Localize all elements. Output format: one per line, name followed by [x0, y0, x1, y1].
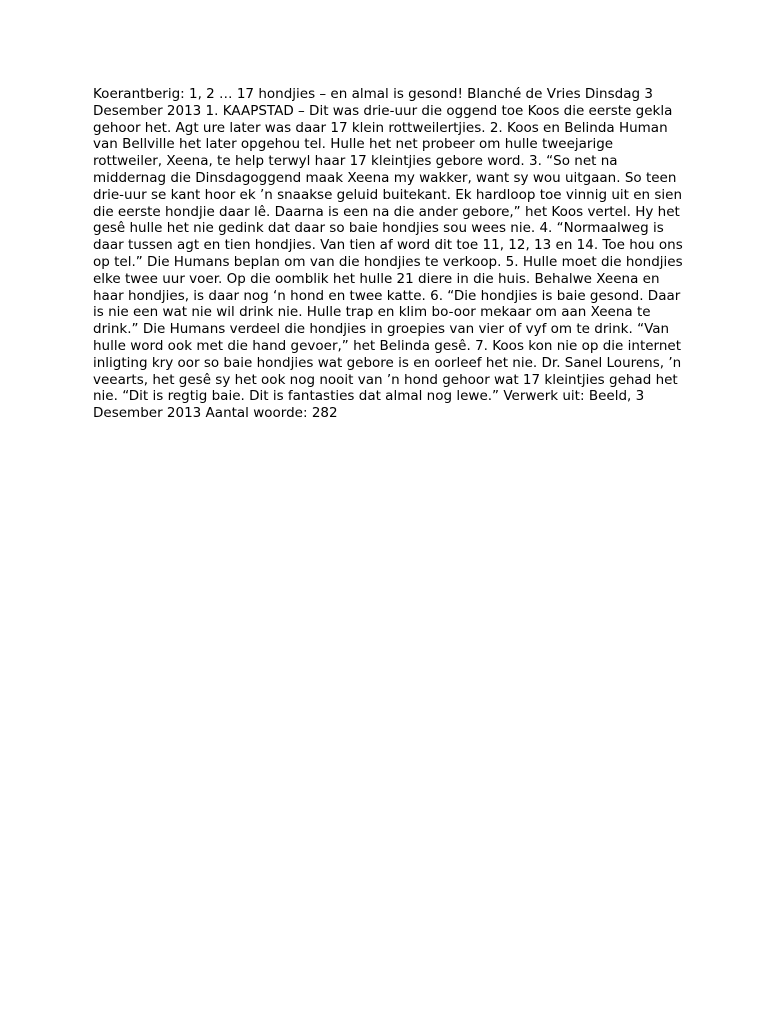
article-text: Koerantberig: 1, 2 … 17 hondjies – en almal is gesond! Blanché de Vries Dinsdag 3 Desember 2013 1. KAAPSTAD – Dit was drie-uur die oggend toe Koos die eerste gekla gehoor het. Agt ure later was daar 17 klein rottweilertjies. 2. Koos en Belinda Human van Bellville het later opgehou tel. Hulle het net probeer om hulle tweejarige rottweiler, Xeena, te help terwyl haar 17 kleintjies gebore word. 3. “So net na middernag die Dinsdagoggend maak Xeena my wakker, want sy wou uitgaan. So teen drie-uur se kant hoor ek ’n snaakse geluid buitekant. Ek hardloop toe vinnig uit en sien die eerste hondjie daar lê. Daarna is een na die ander gebore,” het Koos vertel. Hy het gesê hulle het nie gedink dat daar so baie hondjies sou wees nie. 4. “Normaalweg is daar tussen agt en tien hondjies. Van tien af word dit toe 11, 12, 13 en 14. Toe hou ons op tel.” Die Humans beplan om van die hondjies te verkoop. 5. Hulle moet die hondjies elke twee uur voer. Op die oomblik het hulle 21 diere in die huis. Behalwe Xeena en haar hondjies, is daar nog ‘n hond en twee katte. 6. “Die hondjies is baie gesond. Daar is nie een wat nie wil drink nie. Hulle trap en klim bo-oor mekaar om aan Xeena te drink.” Die Humans verdeel die hondjies in groepies van vier of vyf om te drink. “Van hulle word ook met die hand gevoer,” het Belinda gesê. 7. Koos kon nie op die internet inligting kry oor so baie hondjies wat gebore is en oorleef het nie. Dr. Sanel Lourens, ’n veearts, het gesê sy het ook nog nooit van ’n hond gehoor wat 17 kleintjies gehad het nie. “Dit is regtig baie. Dit is fantasties dat almal nog lewe.” Verwerk uit: Beeld, 3 Desember 2013 Aantal woorde: 282	[93, 86, 683, 422]
